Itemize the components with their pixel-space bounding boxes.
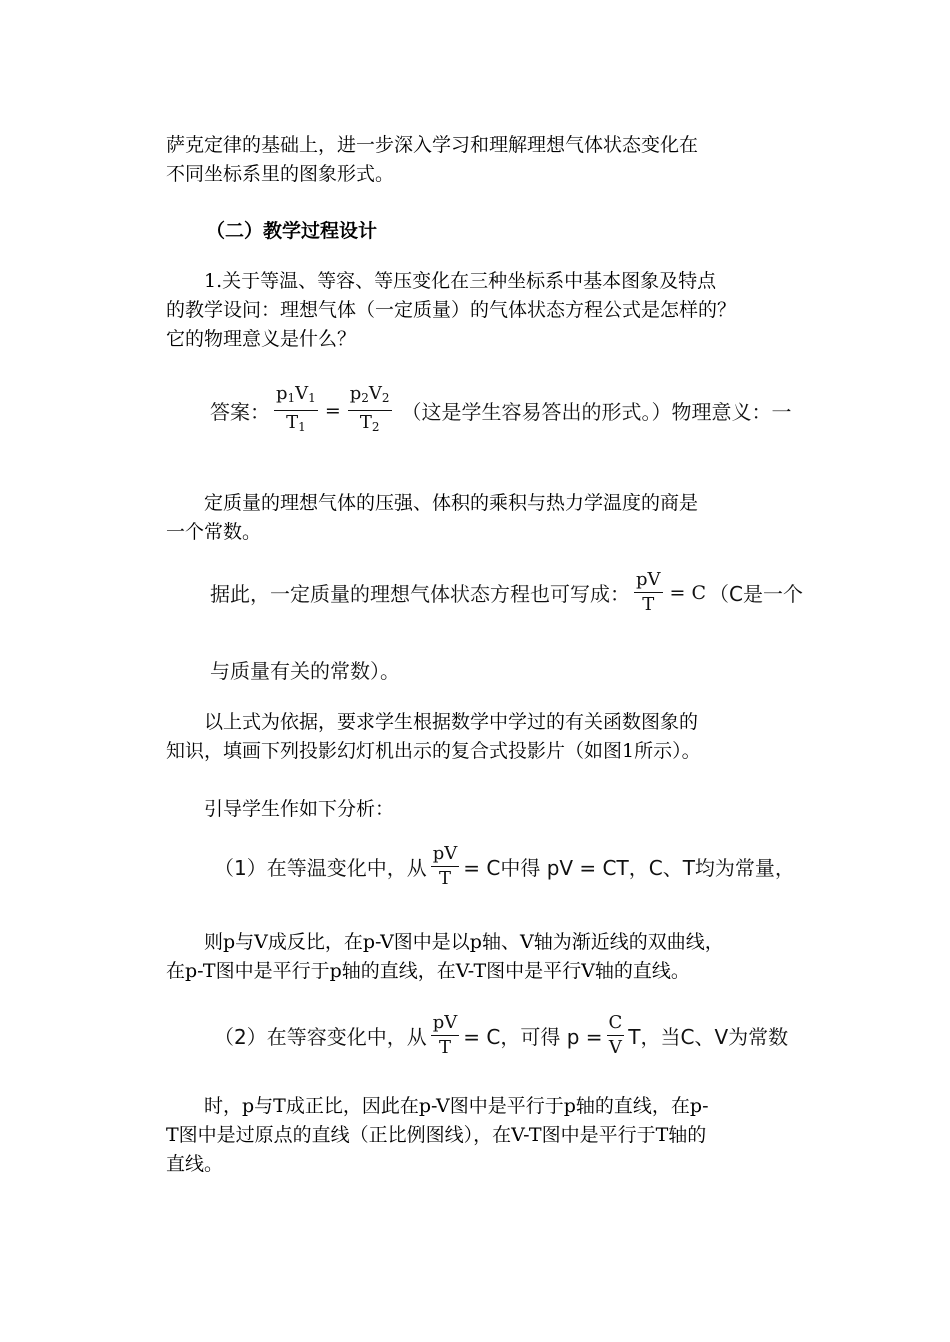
fraction-final-state <box>348 383 392 438</box>
meaning-paragraph <box>166 489 786 547</box>
text-line: 的教学设问：理想气体（一定质量）的气体状态方程公式是怎样的？ <box>166 299 737 321</box>
fraction-numerator: $p_1V_1$ <box>276 383 316 405</box>
case1-prefix: （1）在等温变化中，从 <box>214 856 427 880</box>
task-paragraph <box>166 708 786 766</box>
text-line: 知识，填画下列投影幻灯机出示的复合式投影片（如图1所示）。 <box>166 740 701 762</box>
answer-prefix: 答案： <box>210 400 270 424</box>
case1-paragraph <box>166 928 786 986</box>
fraction-c-over-v <box>607 1012 625 1059</box>
question-paragraph <box>166 267 786 354</box>
fraction-denominator: V <box>608 1037 622 1058</box>
equals-sign: = <box>324 399 341 422</box>
fraction-denominator: T <box>642 594 655 615</box>
text-line: 不同坐标系里的图象形式。 <box>166 163 395 185</box>
fraction-denominator: T <box>438 1037 451 1058</box>
fraction-pv-over-t <box>634 569 663 616</box>
case1-formula <box>214 843 795 890</box>
fraction-denominator: T <box>438 868 451 889</box>
text-line: 1.关于等温、等容、等压变化在三种坐标系中基本图象及特点 <box>204 270 717 292</box>
fraction-numerator: pV <box>432 1012 458 1033</box>
answer-suffix: （这是学生容易答出的形式。）物理意义：一 <box>401 400 792 424</box>
section-heading: （二）教学过程设计 <box>206 220 378 242</box>
fraction-numerator: C <box>608 1012 623 1033</box>
fraction-denominator: $T_2$ <box>359 412 380 434</box>
text-line: 它的物理意义是什么？ <box>166 328 357 350</box>
case2-formula <box>214 1012 788 1059</box>
text-line: T图中是过原点的直线（正比例图线），在V-T图中是平行于T轴的 <box>166 1124 707 1146</box>
fraction-numerator: pV <box>636 569 661 590</box>
constant-c: C <box>691 581 706 604</box>
text-line: 在p-T图中是平行于p轴的直线，在V-T图中是平行V轴的直线。 <box>166 960 690 982</box>
case2-paragraph <box>166 1092 786 1179</box>
answer-formula <box>210 383 792 438</box>
equals-sign: = <box>669 581 686 604</box>
fraction-initial-state <box>274 383 318 438</box>
fraction-numerator: pV <box>432 843 458 864</box>
equation-line <box>210 569 803 616</box>
text-line: 一个常数。 <box>166 521 262 543</box>
text-line: 萨克定律的基础上，进一步深入学习和理解理想气体状态变化在 <box>166 134 699 156</box>
text-line: 引导学生作如下分析： <box>204 798 395 820</box>
case2-middle: = C，可得 p = <box>463 1025 603 1049</box>
text-line: 以上式为依据，要求学生根据数学中学过的有关函数图象的 <box>204 711 699 733</box>
fraction-denominator: $T_1$ <box>286 412 306 434</box>
equation-suffix: （C是一个 <box>709 582 803 606</box>
text-line: 则p与V成反比，在p-V图中是以p轴、V轴为渐近线的双曲线， <box>204 931 724 953</box>
guide-paragraph <box>166 795 786 824</box>
case2-prefix: （2）在等容变化中，从 <box>214 1025 427 1049</box>
case1-rest: = C中得 pV = CT，C、T均为常量， <box>463 856 795 880</box>
equation-continuation: 与质量有关的常数）。 <box>210 659 400 683</box>
intro-paragraph <box>166 131 786 189</box>
fraction-pv-over-t <box>431 843 460 890</box>
text-line: 定质量的理想气体的压强、体积的乘积与热力学温度的商是 <box>204 492 699 514</box>
case2-suffix: T，当C、V为常数 <box>628 1025 789 1049</box>
text-line: 时，p与T成正比，因此在p-V图中是平行于p轴的直线，在p- <box>204 1095 709 1117</box>
equation-prefix: 据此，一定质量的理想气体状态方程也可写成： <box>210 582 630 606</box>
text-line: 直线。 <box>166 1153 224 1175</box>
fraction-numerator: $p_2V_2$ <box>349 383 390 405</box>
fraction-pv-over-t <box>431 1012 460 1059</box>
